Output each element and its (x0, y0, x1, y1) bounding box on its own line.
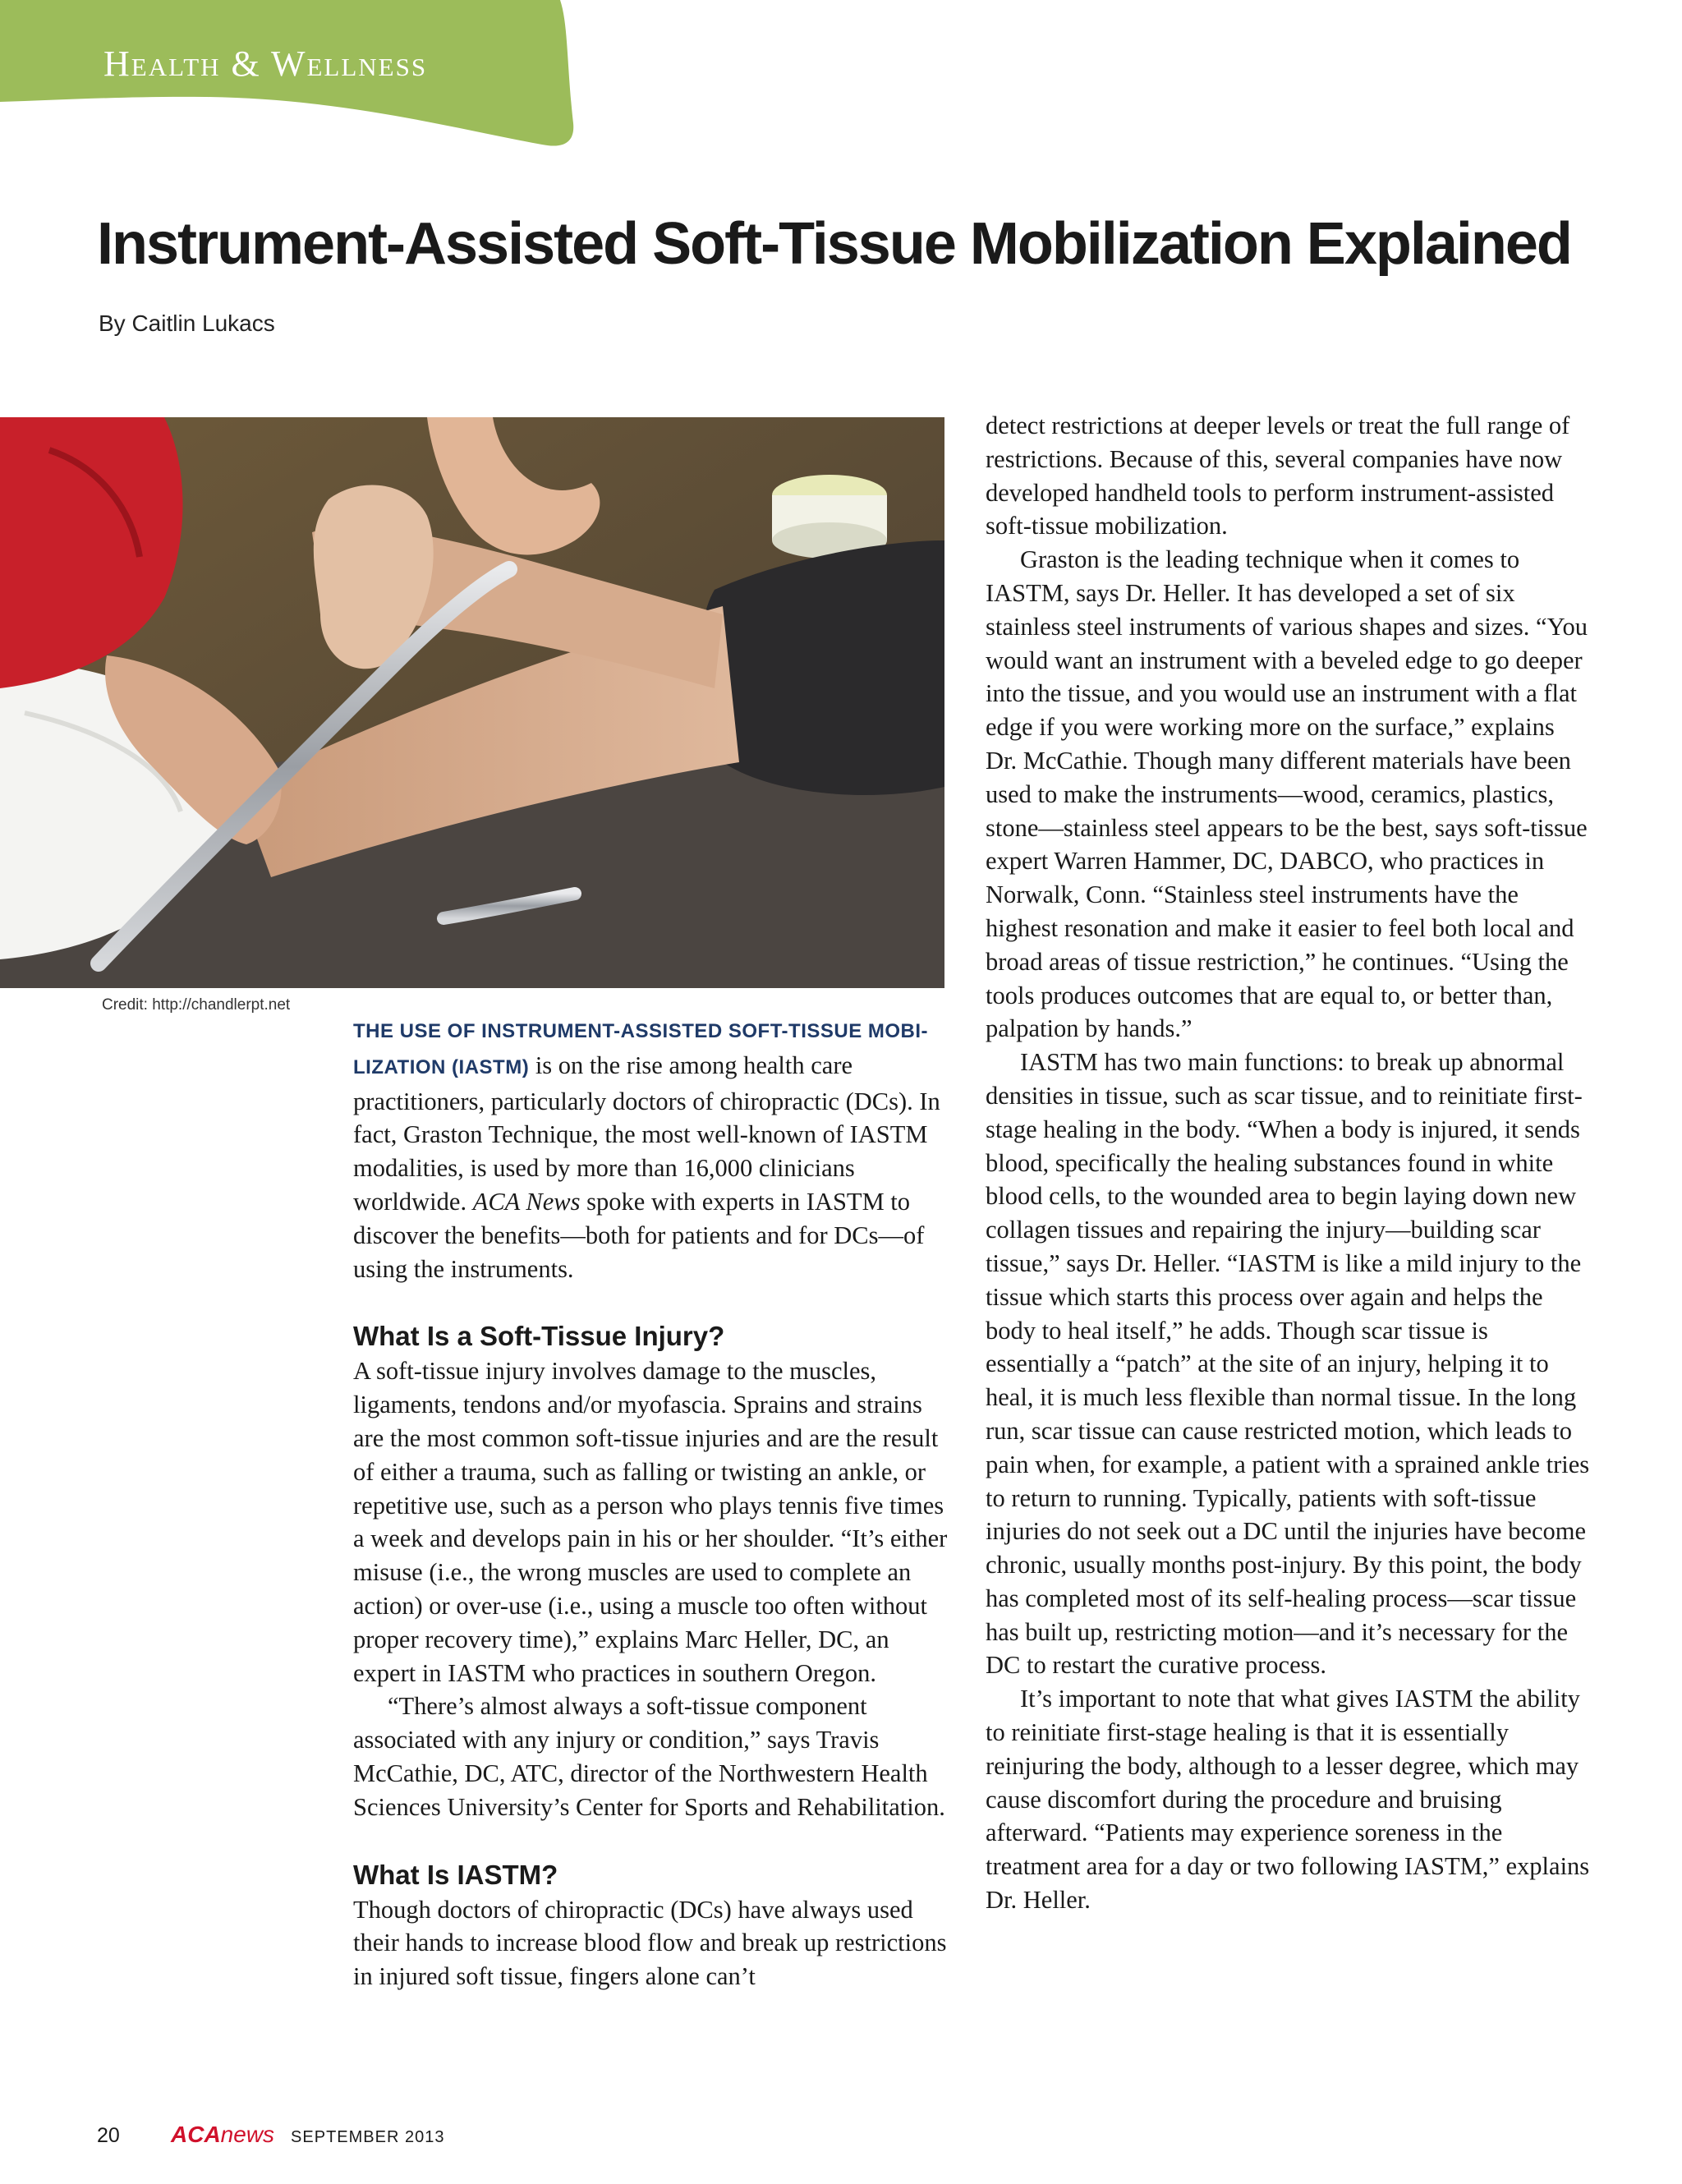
photo-credit: Credit: http://chandlerpt.net (102, 996, 291, 1014)
photo-illustration (0, 417, 944, 988)
lede-paragraph (353, 1013, 953, 1285)
article-column-right (986, 409, 1592, 1917)
lede-caps: THE USE OF INSTRUMENT-ASSISTED SOFT-TISSUE MOBILIZATION (IASTM) (353, 1020, 928, 1078)
section-label: Health & Wellness (103, 44, 428, 84)
paragraph: Graston is the leading technique when it comes to IASTM, says Dr. Heller. It has developed a set of six stainless steel instruments of various shapes and sizes. “You would want an instrument with a beveled edge to go deeper into the tissue, and you would use an instrument with a flat edge if you were working more on the surface,” explains Dr. McCathie. Though many different materials have been used to make the instruments—wood, ceramics, plastics, stone—stainless steel appears to be the best, says soft-tissue expert Warren Hammer, DC, DABCO, who practices in Norwalk, Conn. “Stainless steel instruments have the highest resonation and make it easier to feel both local and broad areas of tissue restriction,” he continues. “Using the tools produces outcomes that are equal to, or better than, palpation by hands.” (986, 545, 1588, 1043)
paragraph: A soft-tissue injury involves damage to the muscles, ligaments, tendons and/or myofascia. Sprains and strains are the most common soft-tissue injuries and are the result of either a trauma, such as falling or twisting an ankle, or repetitive use, such as a person who plays tennis five times a week and develops pain in his or her shoulder. “It’s either misuse (i.e., the wrong muscles are used to complete an action) or over-use (i.e., using a muscle too often without proper recovery time),” explains Marc Heller, DC, an expert in IASTM who practices in southern Oregon. (353, 1357, 948, 1687)
paragraph: It’s important to note that what gives IASTM the ability to reinitiate first-stage healing is that it is essentially reinjuring the body, although to a lesser degree, which may cause discomfort during the procedure and bruising afterward. “Patients may experience soreness in the treatment area for a day or two following IASTM,” explains Dr. Heller. (986, 1685, 1590, 1915)
subhead-what-is-iastm: What Is IASTM? (353, 1859, 558, 1890)
brand-logo-aca: ACA (171, 2122, 221, 2147)
page-footer (97, 2122, 444, 2148)
article-title: Instrument-Assisted Soft-Tissue Mobilization Explained (97, 211, 1571, 277)
subhead-soft-tissue-injury: What Is a Soft-Tissue Injury? (353, 1321, 725, 1352)
paragraph: IASTM has two main functions: to break up abnormal densities in tissue, such as scar tissue, and to reinitiate first-stage healing in the body. “When a body is injured, it sends blood, specifically the healing substances found in white blood cells, to the wounded area to begin laying down new collagen tissues and repairing the injury—building scar tissue,” says Dr. Heller. “IASTM is like a mild injury to the tissue which starts this process over again and helps the body to heal itself,” he adds. Though scar tissue is essentially a “patch” at the site of an injury, helping it to heal, it is much less flexible than normal tissue. In the long run, scar tissue can cause restricted motion, which leads to pain when, for example, a patient with a sprained ankle tries to return to running. Typically, patients with soft-tissue injuries do not seek out a DC until the injuries have become chronic, usually months post-injury. By this point, the body has completed most of its self-healing process—scar tissue has built up, restricting motion—and it’s necessary for the DC to restart the curative process. (986, 1048, 1590, 1680)
paragraph: “There’s almost always a soft-tissue component associated with any injury or condition,” says Travis McCathie, DC, ATC, director of the Northwestern Health Sciences University’s Center for Sports and Rehabilitation. (353, 1692, 945, 1821)
lede-text-1: is on the rise among health care practitioners, particularly doctors of chiropractic (DCs). In fact, Graston Technique, the most well-known of IASTM modalities, is used by more than 16,000 clinicians worldwide. (353, 1051, 940, 1216)
issue-date: SEPTEMBER 2013 (291, 2128, 445, 2146)
page-number: 20 (97, 2124, 120, 2147)
article-photo (0, 417, 944, 988)
publication-name: ACA News (472, 1187, 581, 1216)
section-tab (0, 0, 591, 156)
lede-text-2: spoke with experts in IASTM to discover the benefits—both for patients and for DCs—of using the instruments. (353, 1187, 925, 1283)
brand-logo-news: news (220, 2122, 275, 2147)
article-column-left (353, 1013, 953, 1993)
byline: By Caitlin Lukacs (99, 310, 275, 336)
paragraph: Though doctors of chiropractic (DCs) have always used their hands to increase blood flow and break up restrictions in injured soft tissue, fingers alone can’t (353, 1895, 947, 1991)
paragraph: detect restrictions at deeper levels or treat the full range of restrictions. Because of this, several companies have now developed handheld tools to perform instrument-assisted soft-tissue mobilization. (986, 412, 1570, 540)
